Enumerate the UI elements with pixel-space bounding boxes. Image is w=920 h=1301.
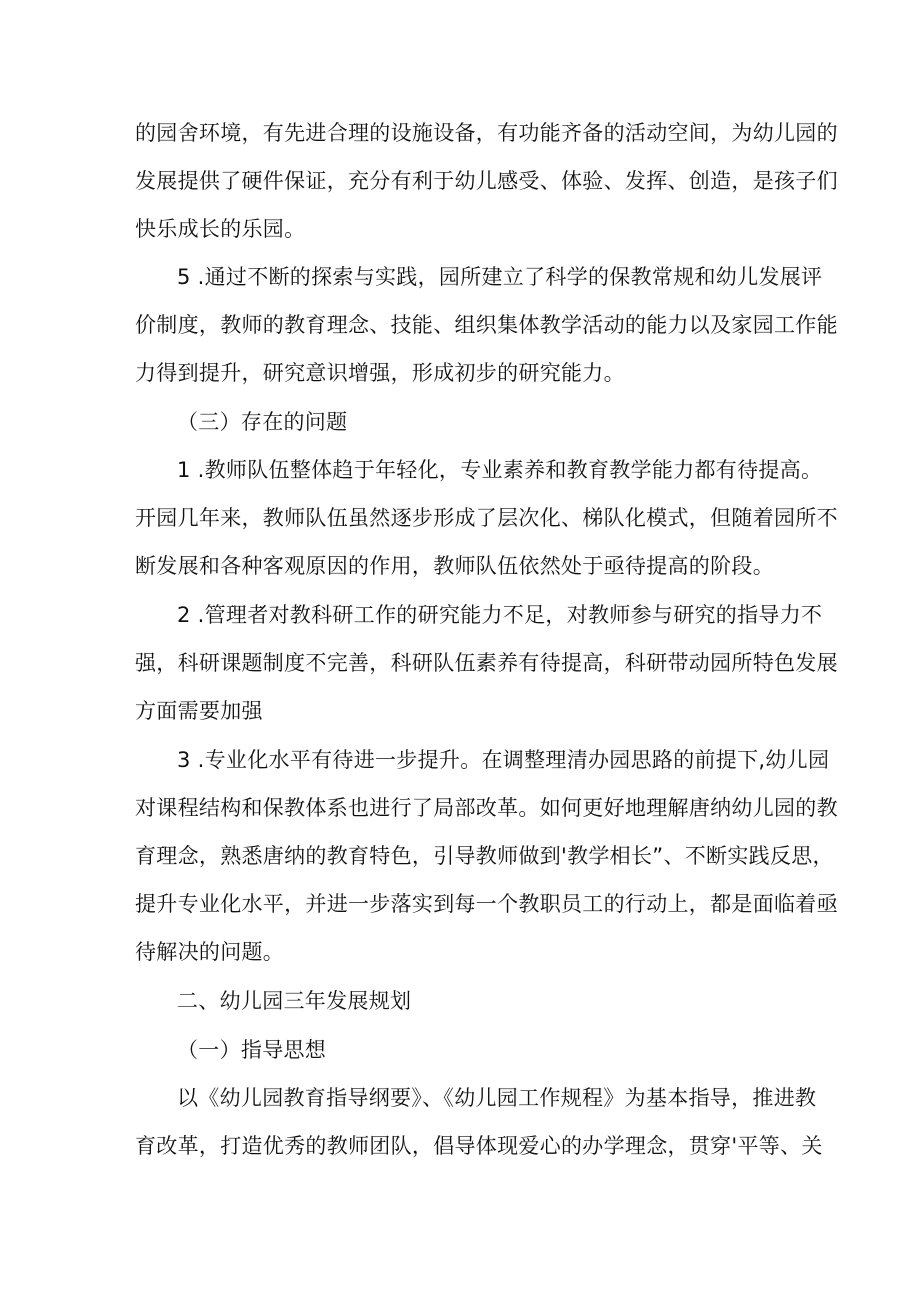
heading-guiding (135, 1026, 795, 1074)
heading-plan (135, 977, 795, 1025)
paragraph-problem-2 (135, 591, 838, 735)
section-heading: 二、幼儿园三年发展规划 (177, 989, 412, 1013)
text-line: 力得到提升，研究意识增强，形成初步的研究能力。 (135, 361, 625, 385)
text-line: 3 .专业化水平有待进一步提升。在调整理清办园思路的前提下,幼儿园 (177, 748, 830, 772)
heading-problems (135, 398, 795, 446)
text-line: 育改革，打造优秀的教师团队，倡导体现爱心的办学理念，贯穿'平等、关 (135, 1134, 823, 1158)
text-line: 待解决的问题。 (135, 940, 285, 964)
text-line: 提升专业化水平，并进一步落实到每一个教职员工的行动上，都是面临着亟 (135, 892, 838, 916)
text-line: 育理念，熟悉唐纳的教育特色，引导教师做到'教学相长”、不断实践反思， (135, 844, 834, 868)
paragraph-problem-1 (135, 446, 838, 590)
text-line: 对课程结构和保教体系也进行了局部改革。如何更好地理解唐纳幼儿园的教 (135, 796, 838, 820)
text-line: 发展提供了硬件保证，充分有利于幼儿感受、体验、发挥、创造，是孩子们 (135, 169, 838, 193)
text-line: 2 .管理者对教科研工作的研究能力不足，对教师参与研究的指导力不 (177, 603, 823, 627)
text-line: 方面需要加强 (135, 699, 263, 723)
paragraph-problem-3 (135, 736, 838, 976)
text-line: 开园几年来，教师队伍虽然逐步形成了层次化、梯队化模式，但随着园所不 (135, 506, 838, 530)
text-line: 快乐成长的乐园。 (135, 217, 306, 241)
text-line: 以《幼儿园教育指导纲要》、《幼儿园工作规程》为基本指导，推进教 (177, 1086, 817, 1110)
paragraph-item-5 (135, 253, 838, 397)
section-heading: （三）存在的问题 (177, 410, 348, 434)
text-line: 1 .教师队伍整体趋于年轻化，专业素养和教育教学能力都有待提高。 (177, 458, 823, 482)
section-heading: （一）指导思想 (177, 1038, 327, 1062)
text-line: 价制度，教师的教育理念、技能、组织集体教学活动的能力以及家园工作能 (135, 313, 838, 337)
text-line: 断发展和各种客观原因的作用，教师队伍依然处于亟待提高的阶段。 (135, 554, 774, 578)
paragraph-guiding (135, 1074, 823, 1170)
paragraph-facility (135, 109, 838, 253)
text-line: 的园舍环境，有先进合理的设施设备，有功能齐备的活动空间，为幼儿园的 (135, 121, 838, 145)
text-line: 5 .通过不断的探索与实践，园所建立了科学的保教常规和幼儿发展评 (177, 265, 823, 289)
text-line: 强，科研课题制度不完善，科研队伍素养有待提高，科研带动园所特色发展 (135, 651, 838, 675)
